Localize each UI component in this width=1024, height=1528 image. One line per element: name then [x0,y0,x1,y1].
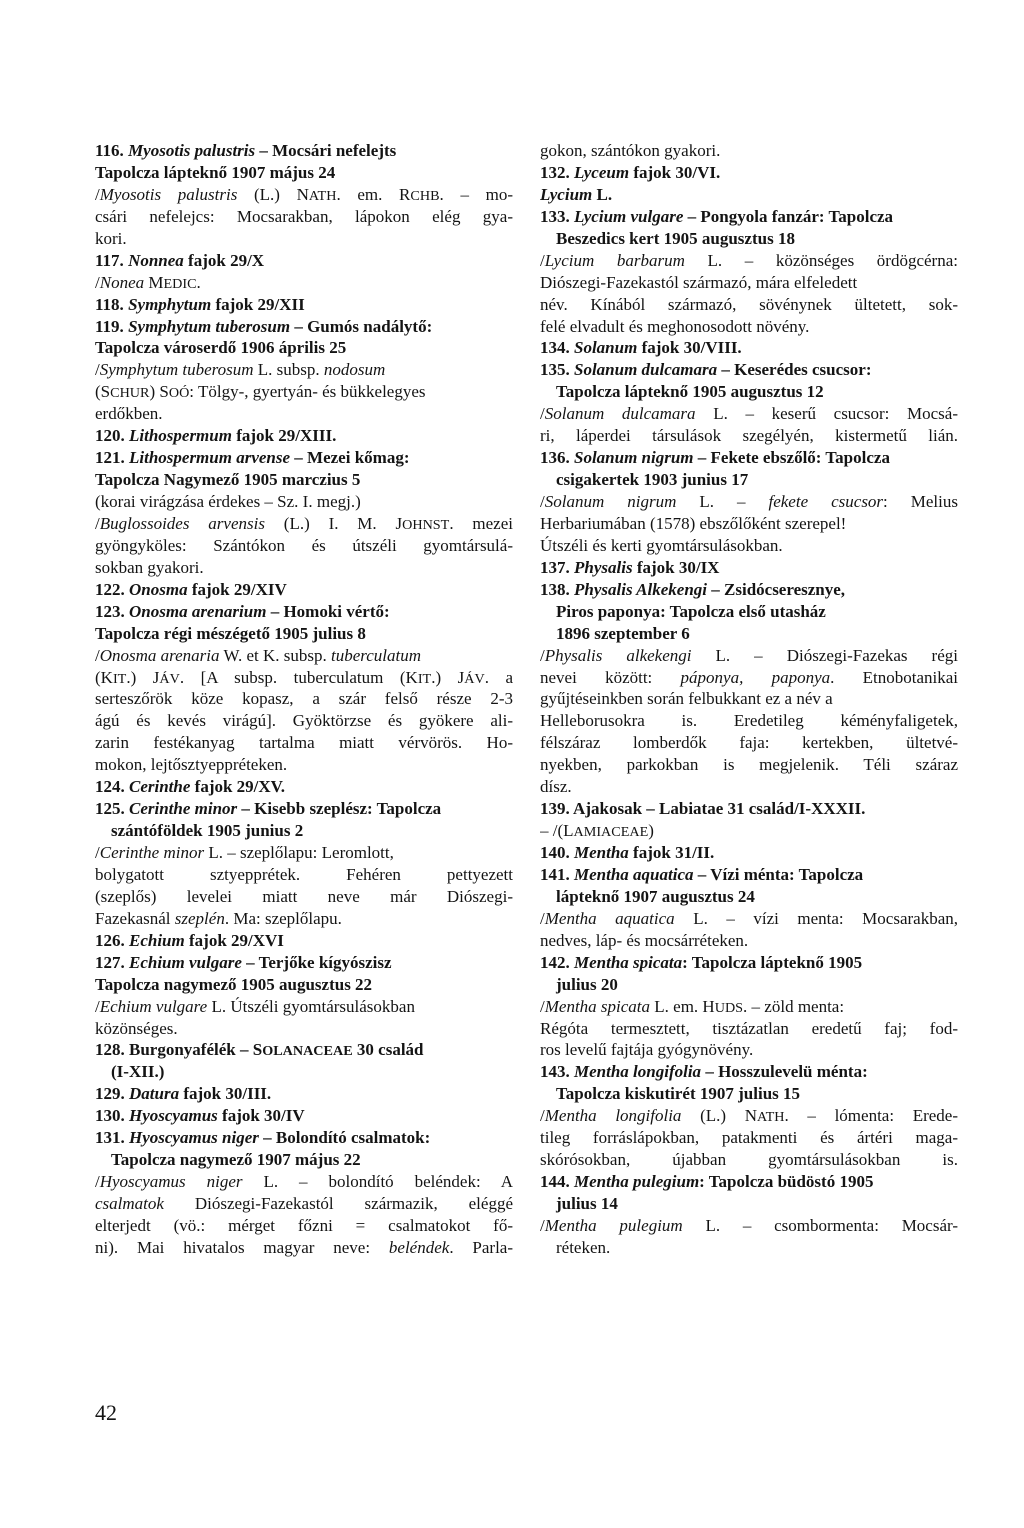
text-line: (szeplős) levelei miatt neve már Diószegi- [95,886,513,906]
text-line: gyöngyköles: Szántókon és útszéli gyomtársulá- [95,535,513,555]
text-line: 123. Onosma arenarium – Homoki vértő: [95,601,390,621]
text-line: elterjedt (vö.: mérget főzni = csalmatokot fő- [95,1215,513,1235]
text-line: 124. Cerinthe fajok 29/XV. [95,777,286,797]
text-line: 139. Ajakosak – Labiatae 31 család/I-XXXII. [540,799,866,819]
text-line: Útszéli és kerti gyomtársulásokban. [540,535,783,555]
text-line: ros levelű fajtája gyógynövény. [540,1040,754,1060]
text-line: (I-XII.) [111,1062,165,1082]
text-line: Lycium L. [540,184,613,204]
text-line: dísz. [540,777,572,797]
text-line: 135. Solanum dulcamara – Keserédes csucsor: [540,360,872,380]
text-line: bolygatott sztyepprétek. Fehéren pettyezett [95,864,513,884]
text-line: zarin festékanyag tartalma miatt vérvörös. Ho- [95,733,513,753]
text-line: 136. Solanum nigrum – Fekete ebszőlő: Tapolcza [540,448,890,468]
right-column [540,140,958,1259]
text-line: Tapolcza nagymező 1905 augusztus 22 [95,974,373,994]
text-line: gokon, szántókon gyakori. [540,141,721,160]
text-line: 119. Symphytum tuberosum – Gumós nadálytő: [95,316,433,336]
text-line: /Myosotis palustris (L.) NATH. em. RCHB. – mo- [95,184,513,204]
text-line: nevei között: páponya, paponya. Etnobotanikai [540,667,958,687]
text-line: /Physalis alkekengi L. – Diószegi-Fazekas régi [540,645,958,665]
text-line: 1896 szeptember 6 [556,623,690,643]
left-column [95,140,513,1259]
text-line: 125. Cerinthe minor – Kisebb szeplész: Tapolcza [95,799,442,819]
text-line: /Buglossoides arvensis (L.) I. M. JOHNST. mezei [95,513,513,533]
text-line: Régóta termesztett, tisztázatlan eredetű faj; fod- [540,1018,958,1038]
text-line: /Solanum nigrum L. – fekete csucsor: Melius [540,492,958,511]
text-line: – /(LAMIACEAE) [540,821,654,841]
text-line: skórósokban, újabban gyomtársulásokban is. [540,1150,958,1170]
text-line: (SCHUR) SOÓ: Tölgy-, gyertyán- és bükkelegyes [95,382,426,402]
text-line: /Mentha pulegium L. – csombormenta: Mocsár- [540,1215,958,1235]
text-line: /Mentha aquatica L. – vízi menta: Mocsarakban, [540,908,958,928]
text-line: Piros paponya: Tapolcza első utasház [556,601,826,621]
text-line: /Cerinthe minor L. – szeplőlapu: Leromlott, [95,843,394,862]
text-line: réteken. [556,1237,611,1257]
text-line: 118. Symphytum fajok 29/XII [95,294,305,314]
text-line: 127. Echium vulgare – Terjőke kígyószisz [95,952,392,972]
text-line: ri, láperdei társulások szegélyén, kistermetű lián. [540,426,958,446]
text-line: csári nefelejcs: Mocsarakban, lápokon elég gya- [95,206,513,226]
text-line: 130. Hyoscyamus fajok 30/IV [95,1106,305,1126]
text-line: félszáraz lomberdők faja: kertekben, ültetvé- [540,733,958,753]
text-line: Helleborusokra is. Eredetileg kéményfaligetek, [540,711,958,731]
text-line: kori. [95,228,127,248]
text-line: 133. Lycium vulgare – Pongyola fanzár: Tapolcza [540,206,894,226]
text-line: 126. Echium fajok 29/XVI [95,930,284,950]
text-line: nyekben, parkokban is megjelenik. Téli száraz [540,755,958,775]
text-line: 128. Burgonyafélék – SOLANACEAE 30 család [95,1040,424,1060]
text-line: 141. Mentha aquatica – Vízi ménta: Tapolcza [540,864,864,884]
text-line: Tapolcza Nagymező 1905 marczius 5 [95,470,361,490]
text-line: felé elvadult és meghonosodott növény. [540,316,810,336]
text-line: 137. Physalis fajok 30/IX [540,557,720,577]
text-line: név. Kínából származó, sövénynek ültetett, sok- [540,294,958,314]
text-line: Diószegi-Fazekastól származó, mára elfeledett [540,272,858,292]
text-line: lápteknő 1907 augusztus 24 [556,886,755,906]
text-line: /Onosma arenaria W. et K. subsp. tuberculatum [95,645,422,665]
text-line: gyűjtéseinkben során felbukkant ez a név a [540,689,833,709]
text-line: /Nonea MEDIC. [95,272,201,292]
text-line: /Mentha spicata L. em. HUDS. – zöld menta: [540,996,845,1016]
text-line: 144. Mentha pulegium: Tapolcza büdöstó 1905 [540,1172,874,1192]
text-line: tileg forráslápokban, patakmenti és ártéri maga- [540,1128,958,1148]
text-line: mokon, lejtősztyeppréteken. [95,755,288,775]
text-line: 134. Solanum fajok 30/VIII. [540,338,742,358]
text-line: nedves, láp- és mocsárréteken. [540,930,749,950]
text-line: Fazekasnál szeplén. Ma: szeplőlapu. [95,908,342,928]
text-line: 116. Myosotis palustris – Mocsári nefelejts [95,141,397,160]
text-line: Tapolcza nagymező 1907 május 22 [111,1150,361,1170]
text-line: /Hyoscyamus niger L. – bolondító beléndek: A [95,1172,513,1192]
text-line: csalmatok Diószegi-Fazekastól származik, eléggé [95,1194,513,1213]
text-line: közönséges. [95,1018,178,1038]
text-line: /Mentha longifolia (L.) NATH. – lómenta: Erede- [540,1106,958,1126]
text-line: serteszőrök köze kopasz, a szár felső része 2-3 [95,689,513,709]
text-line: /Solanum dulcamara L. – keserű csucsor: Mocsá- [540,404,958,424]
text-line: 120. Lithospermum fajok 29/XIII. [95,426,337,446]
text-line: 142. Mentha spicata: Tapolcza lápteknő 1905 [540,952,863,972]
text-line: Tapolcza városerdő 1906 április 25 [95,338,347,358]
text-line: /Echium vulgare L. Útszéli gyomtársulásokban [95,996,415,1016]
text-line: 129. Datura fajok 30/III. [95,1084,272,1104]
text-line: (korai virágzása érdekes – Sz. I. megj.) [95,492,361,511]
text-line: 132. Lyceum fajok 30/VI. [540,162,721,182]
text-line: 140. Mentha fajok 31/II. [540,843,715,862]
text-line: szántóföldek 1905 junius 2 [111,821,304,841]
text-line: erdőkben. [95,404,163,424]
text-line: 117. Nonnea fajok 29/X [95,250,265,270]
text-line: Beszedics kert 1905 augusztus 18 [556,228,795,248]
text-line: 138. Physalis Alkekengi – Zsidócseresznye, [540,579,846,599]
text-line: julius 20 [556,974,618,994]
text-line: 121. Lithospermum arvense – Mezei kőmag: [95,448,410,468]
text-line: Tapolcza régi mészégető 1905 julius 8 [95,623,366,643]
text-line: /Lycium barbarum L. – közönséges ördögcérna: [540,250,958,270]
text-line: 131. Hyoscyamus niger – Bolondító csalmatok: [95,1128,431,1148]
text-line: ágú és kevés virágú]. Gyöktörzse és gyökere ali- [95,711,513,731]
text-line: ni). Mai hivatalos magyar neve: beléndek. Parla- [95,1237,513,1257]
page-number: 42 [95,1400,117,1425]
text-line: 143. Mentha longifolia – Hosszulevelü ménta: [540,1062,868,1082]
text-line: 122. Onosma fajok 29/XIV [95,579,287,599]
text-line: Tapolcza lápteknő 1907 május 24 [95,162,336,182]
text-line: julius 14 [556,1194,618,1213]
text-line: Herbariumában (1578) ebszőlőként szerepel! [540,513,847,533]
text-line: Tapolcza lápteknő 1905 augusztus 12 [556,382,824,402]
text-line: csigakertek 1903 junius 17 [556,470,749,490]
text-line: Tapolcza kiskutirét 1907 julius 15 [556,1084,801,1104]
text-line: sokban gyakori. [95,557,204,577]
text-line: /Symphytum tuberosum L. subsp. nodosum [95,360,386,380]
text-line: (KIT.) JÁV. [A subsp. tuberculatum (KIT.) JÁV. a [95,667,513,687]
